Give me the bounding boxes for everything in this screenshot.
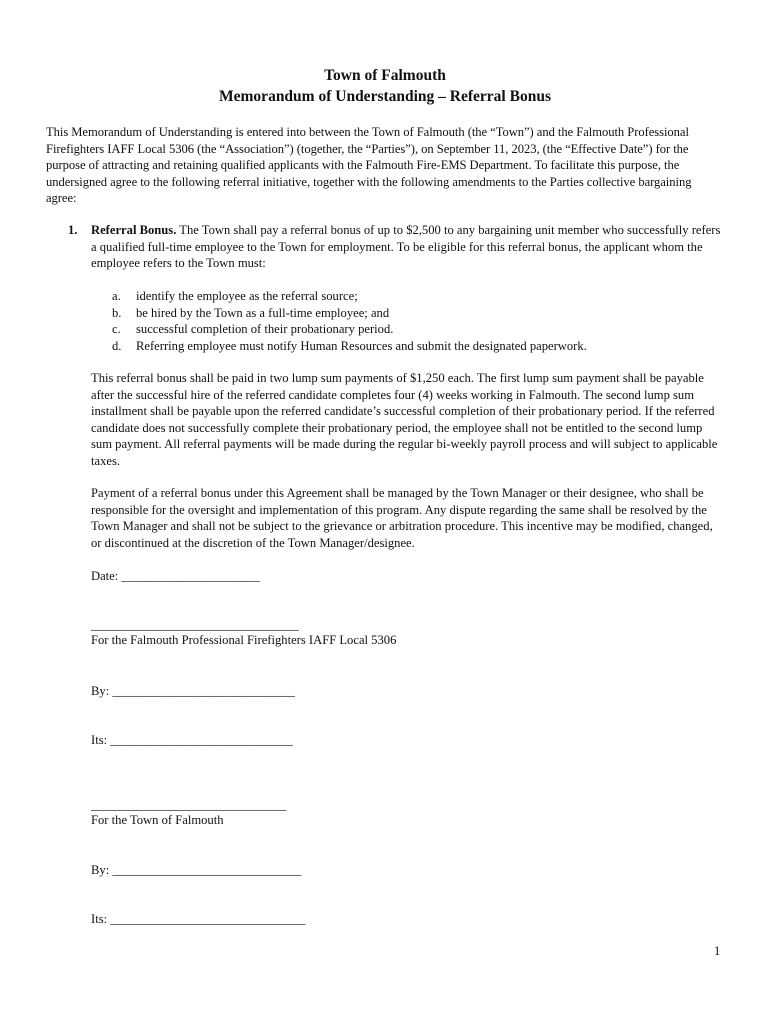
management-paragraph: Payment of a referral bonus under this Agreement shall be managed by the Town Manager or their designee, who shall be responsible for the oversight and implementation of this program. Any dispute regarding the same shall be resolved by the Town Manager and shall not be subject to the grievance or arbitration procedure. This incentive may be modified, changed, or discontinued at the discretion of the Town Manager/designee. <box>91 486 713 550</box>
eligibility-requirements-list <box>112 288 722 354</box>
association-signature-rule: _________________________________ <box>91 618 299 632</box>
date-signature-line: Date: ______________________ <box>91 569 260 583</box>
association-by-line: By: _____________________________ <box>91 684 295 698</box>
document-subtitle: Memorandum of Understanding – Referral Bonus <box>219 88 551 105</box>
list-item <box>112 338 722 355</box>
list-marker: b. <box>112 305 122 320</box>
town-by-line: By: ______________________________ <box>91 863 302 877</box>
list-item-text: Referring employee must notify Human Resources and submit the designated paperwork. <box>136 338 587 353</box>
town-signature-label: For the Town of Falmouth <box>91 813 224 827</box>
section-number: 1. <box>68 223 78 237</box>
page-number: 1 <box>714 944 721 958</box>
town-signature-rule: _______________________________ <box>91 798 287 812</box>
list-item-text: successful completion of their probationary period. <box>136 322 394 337</box>
list-item-text: be hired by the Town as a full-time employee; and <box>136 305 390 320</box>
list-marker: c. <box>112 322 121 337</box>
section-heading: Referral Bonus. <box>91 223 177 237</box>
association-signature-label: For the Falmouth Professional Firefighters IAFF Local 5306 <box>91 633 397 647</box>
section-body <box>91 222 721 272</box>
list-marker: a. <box>112 289 121 303</box>
list-item <box>112 288 722 305</box>
payment-paragraph: This referral bonus shall be paid in two lump sum payments of $1,250 each. The first lump sum payment shall be payable after the successful hire of the referred candidate completes four (4) weeks working in Falmouth. The second lump sum installment shall be payable upon the referred candidate’s successful completion of their probationary period. If the referred candidate does not successfully complete their probationary period, the employee shall not be entitled to the second lump sum payment. All referral payments will be made during the regular bi-weekly payroll process and will subject to applicable taxes. <box>91 371 718 468</box>
list-item <box>112 305 722 322</box>
town-its-line: Its: _______________________________ <box>91 912 306 926</box>
section-text: The Town shall pay a referral bonus of up to $2,500 to any bargaining unit member who successfully refers a qualified full-time employee to the Town for employment. To be eligible for this referral bonus, the applicant whom the employee refers to the Town must: <box>91 223 721 271</box>
association-its-line: Its: _____________________________ <box>91 733 293 747</box>
list-item-text: identify the employee as the referral source; <box>136 289 358 303</box>
document-title: Town of Falmouth <box>324 67 446 84</box>
list-marker: d. <box>112 338 122 353</box>
list-item <box>112 321 722 338</box>
intro-paragraph: This Memorandum of Understanding is entered into between the Town of Falmouth (the “Town”) and the Falmouth Professional Firefighters IAFF Local 5306 (the “Association”) (together, the “Parties”), on September 11, 2023, (the “Effective Date”) for the purpose of attracting and retaining qualified applicants with the Falmouth Fire-EMS Department. To facilitate this purpose, the undersigned agree to the following referral initiative, together with the following amendments to the Parties collective bargaining agree: <box>46 125 692 206</box>
